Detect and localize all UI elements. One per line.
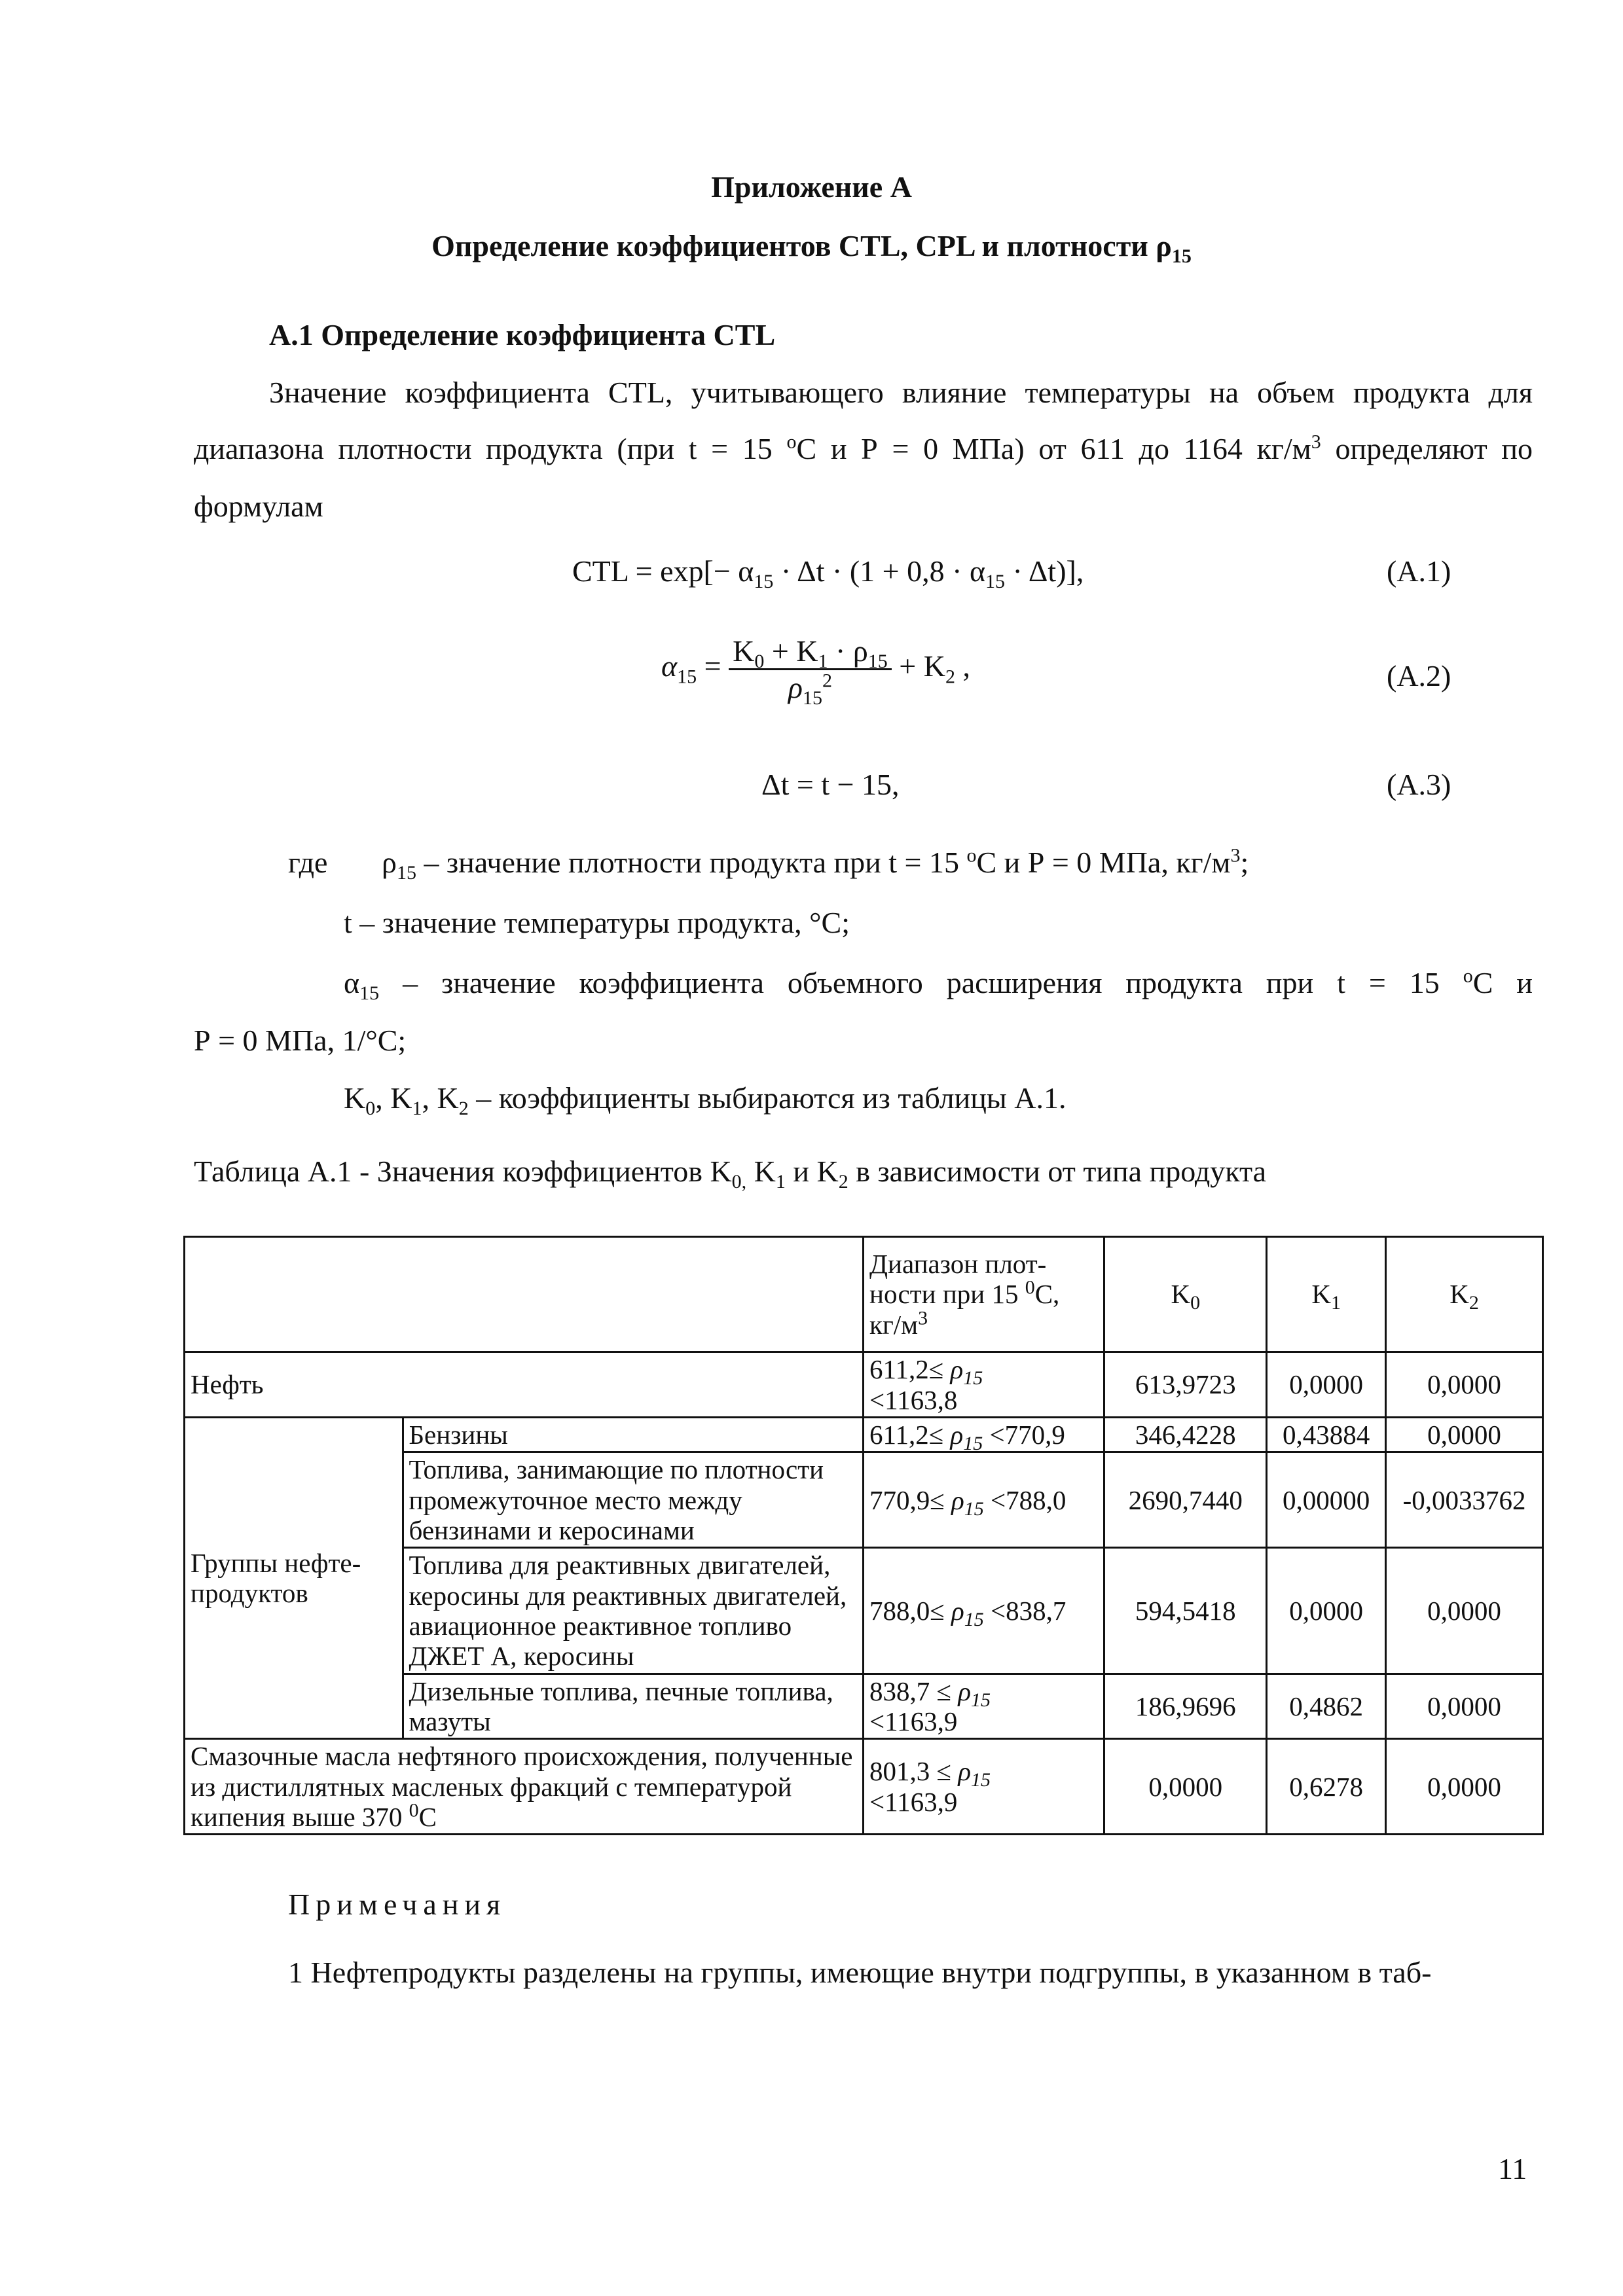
- header-k2: $K_2$: [1386, 1237, 1543, 1352]
- table-caption: Таблица А.1 - Значения коэффициентов $K_{0,}$ $K_1$ и $K_2$ в зависимости от типа продукта: [194, 1155, 1267, 1193]
- formula-a1: CTL = $\exp[- \alpha_{15} \cdot \Delta t \cdot (1 + 0,8 \cdot \alpha_{15} \cdot \Delta t)]$,: [572, 554, 1084, 593]
- row-oil-range: $611,2\le \rho_{15}$ <1163,8: [864, 1352, 1104, 1418]
- header-k0: $K_0$: [1104, 1237, 1267, 1352]
- row-gasoline-k2: 0,0000: [1386, 1418, 1543, 1452]
- row-lube-name: Смазочные масла нефтяного происхождения, полученные из дистиллятных масленых фракций с температурой кипения выше 370 $^0$С: [185, 1739, 864, 1835]
- row-jet-range: $788,0\le \rho_{15} <838,7$: [864, 1548, 1104, 1674]
- formula-a2-fraction: $\frac{K_0 + K_1 \cdot \rho_{15}}{\rho_{15}^2}$: [729, 634, 892, 705]
- row-intermediate-k0: 2690,7440: [1104, 1452, 1267, 1548]
- row-diesel-range: $838,7 \le \rho_{15}$ <1163,9: [864, 1674, 1104, 1739]
- row-intermediate-range: $770,9\le \rho_{15} <788,0$: [864, 1452, 1104, 1548]
- row-diesel-k2: 0,0000: [1386, 1674, 1543, 1739]
- appendix-heading: Приложение А: [711, 170, 912, 204]
- row-intermediate-name: Топлива, занимающие по плотности промежуточное место между бензинами и керосинами: [403, 1452, 864, 1548]
- row-lube-k1: 0,6278: [1267, 1739, 1386, 1835]
- header-k1: $K_1$: [1267, 1237, 1386, 1352]
- row-diesel-k0: 186,9696: [1104, 1674, 1267, 1739]
- paragraph-line-2: диапазона плотности продукта (при t = 15 $^o$С и Р = 0 МПа) от 611 до 1164 $кг/м^3$ определяют по: [194, 431, 1533, 465]
- table-row: [185, 1739, 1543, 1835]
- row-jet-k0: 594,5418: [1104, 1548, 1267, 1674]
- row-gasoline-k1: 0,43884: [1267, 1418, 1386, 1452]
- row-lube-k2: 0,0000: [1386, 1739, 1543, 1835]
- page-number: 11: [1498, 2152, 1527, 2185]
- table-header-row: [185, 1237, 1543, 1352]
- definition-t: t – значение температуры продукта, °С;: [344, 906, 850, 939]
- row-oil-name: Нефть: [185, 1352, 864, 1418]
- row-intermediate-k1: 0,00000: [1267, 1452, 1386, 1548]
- formula-a2: $\alpha_{15}$ = $\frac{K_0 + K_1 \cdot \rho_{15}}{\rho_{15}^2}$ + $K_2$ ,: [661, 634, 970, 709]
- definition-alpha: $\alpha_{15}$ – значение коэффициента объемного расширения продукта при t = 15 $^o$С и: [344, 965, 1533, 1005]
- notes-title: Примечания: [288, 1888, 507, 1921]
- row-gasoline-range: $611,2\le \rho_{15} <770,9$: [864, 1418, 1104, 1452]
- row-oil-k2: 0,0000: [1386, 1352, 1543, 1418]
- row-gasoline-name: Бензины: [403, 1418, 864, 1452]
- row-intermediate-k2: -0,0033762: [1386, 1452, 1543, 1548]
- row-oil-k0: 613,9723: [1104, 1352, 1267, 1418]
- formula-a3: Δt = t − 15,: [761, 768, 900, 801]
- note-1: 1 Нефтепродукты разделены на группы, имеющие внутри подгруппы, в указанном в таб-: [288, 1956, 1432, 1989]
- row-lube-range: $801,3 \le \rho_{15}$ <1163,9: [864, 1739, 1104, 1835]
- coefficients-table: [183, 1236, 1544, 1835]
- table-row: [185, 1352, 1543, 1418]
- formula-a1-number: (А.1): [1387, 554, 1451, 588]
- row-jet-k2: 0,0000: [1386, 1548, 1543, 1674]
- definition-alpha-cont: Р = 0 МПа, 1/°С;: [194, 1024, 407, 1057]
- section-title: А.1 Определение коэффициента CTL: [269, 318, 776, 351]
- paragraph-line-3: формулам: [194, 490, 323, 523]
- paragraph-line-1: Значение коэффициента CTL, учитывающего влияние температуры на объем продукта для: [269, 376, 1533, 409]
- row-diesel-name: Дизельные топлива, печные топлива, мазуты: [403, 1674, 864, 1739]
- formula-a3-number: (А.3): [1387, 768, 1451, 801]
- row-jet-k1: 0,0000: [1267, 1548, 1386, 1674]
- row-diesel-k1: 0,4862: [1267, 1674, 1386, 1739]
- row-oil-k1: 0,0000: [1267, 1352, 1386, 1418]
- definition-k: $K_0$, $K_1$, $K_2$ – коэффициенты выбираются из таблицы А.1.: [344, 1081, 1067, 1120]
- group-label: Группы нефте-продуктов: [185, 1418, 403, 1739]
- appendix-title: Определение коэффициентов CTL, CPL и плотности $\rho_{15}$: [431, 229, 1192, 268]
- row-jet-name: Топлива для реактивных двигателей, керосины для реактивных двигателей, авиационное реактивное топливо ДЖЕТ А, керосины: [403, 1548, 864, 1674]
- formula-a2-number: (А.2): [1387, 659, 1451, 692]
- header-empty-cell: [185, 1237, 864, 1352]
- row-lube-k0: 0,0000: [1104, 1739, 1267, 1835]
- table-row: [185, 1418, 1543, 1452]
- header-range: Диапазон плот- ности при 15 $^0$С, $кг/м^3$: [864, 1237, 1104, 1352]
- row-gasoline-k0: 346,4228: [1104, 1418, 1267, 1452]
- where-label: где: [288, 846, 328, 879]
- definition-rho: $\rho_{15}$ – значение плотности продукта при t = 15 $^o$С и Р = 0 МПа, $кг/м^3$;: [382, 844, 1249, 884]
